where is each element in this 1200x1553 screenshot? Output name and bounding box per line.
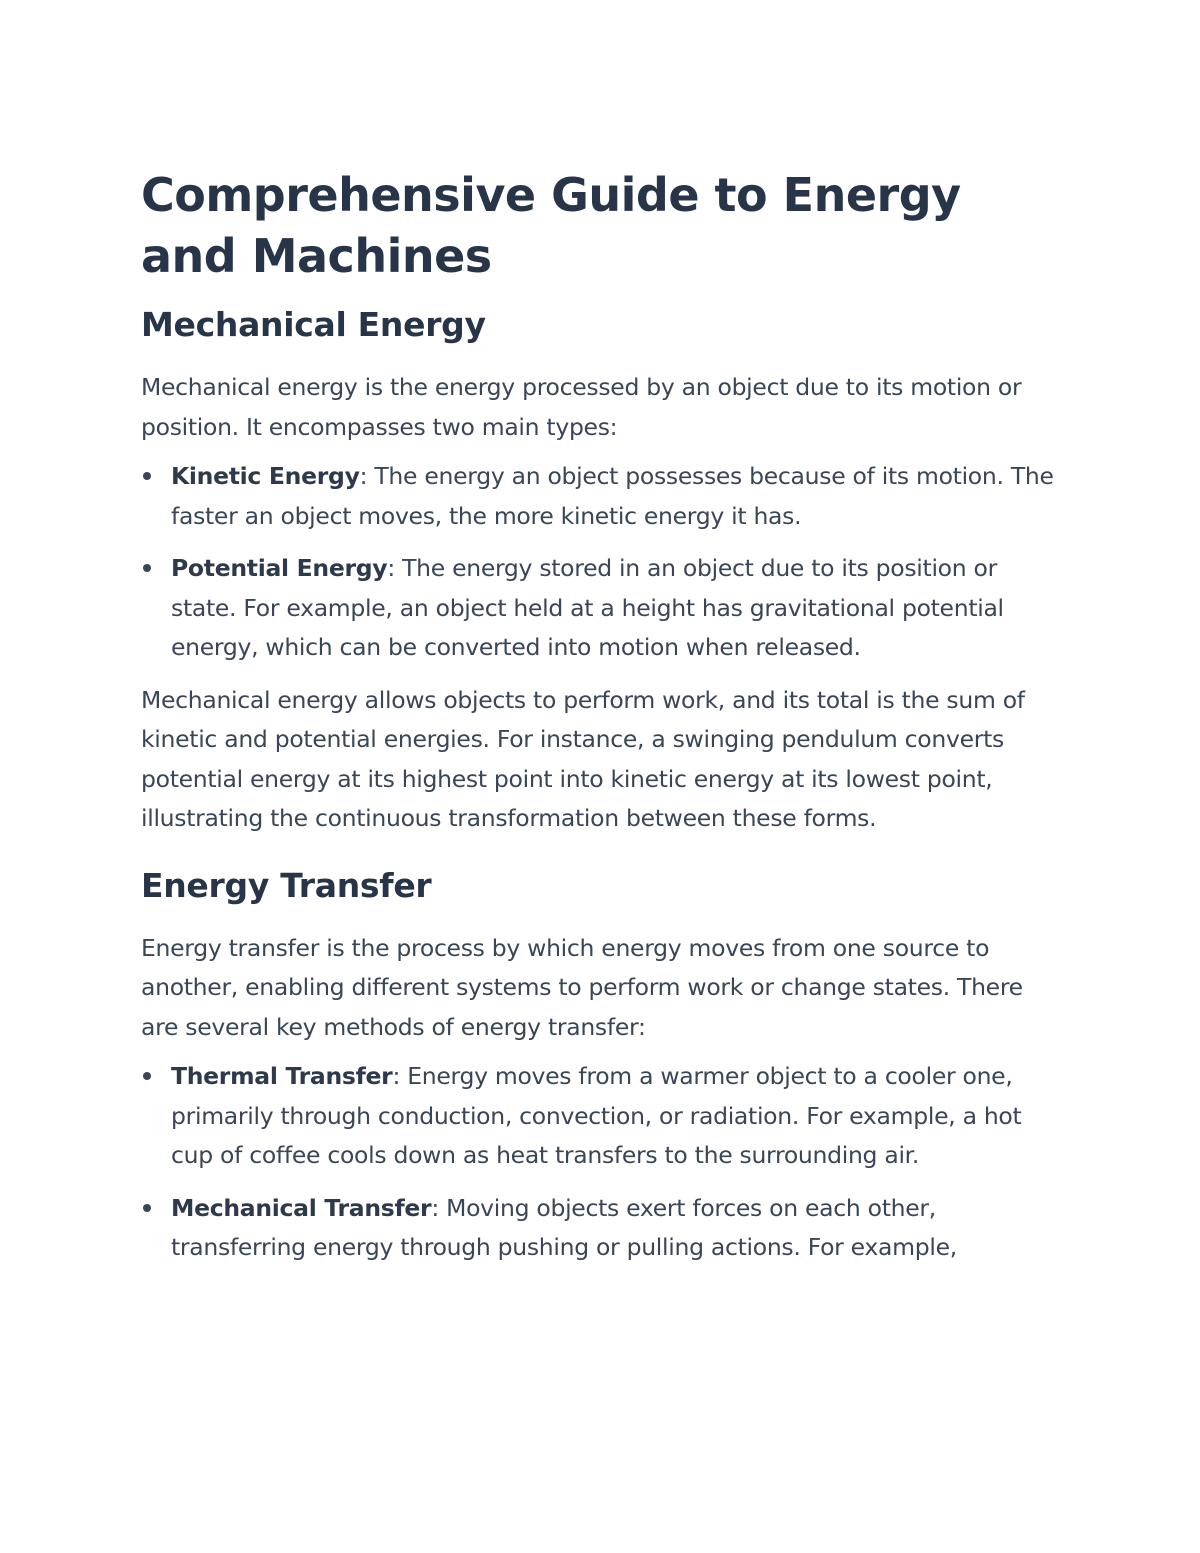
energy-transfer-intro: Energy transfer is the process by which energy moves from one source to another, enabling different systems to perform work or change states. There are several key methods of energy transfer: [141,933,1023,1041]
term-potential-energy: Potential Energy [171,554,388,582]
term-thermal-transfer: Thermal Transfer [171,1062,393,1090]
section-heading-energy-transfer: Energy Transfer [141,865,432,905]
section-heading-mechanical-energy: Mechanical Energy [141,305,486,344]
mechanical-energy-outro: Mechanical energy allows objects to perform work, and its total is the sum of kinetic and potential energies. For instance, a swinging pendulum converts potential energy at its highest point into kinetic energy at its lowest point, illustrating the continuous transformation between these forms. [141,685,1025,832]
bullet-icon [143,564,151,572]
list-item-thermal-transfer [141,1057,1061,1176]
list-item-mechanical-transfer [141,1189,1061,1268]
list-item-kinetic-energy [141,457,1061,536]
term-kinetic-energy: Kinetic Energy [171,462,360,490]
mechanical-energy-intro: Mechanical energy is the energy processed by an object due to its motion or position. It encompasses two main types: [141,373,1022,441]
bullet-icon [143,1204,151,1212]
mechanical-energy-types-list [141,457,1061,668]
definition-mechanical-transfer: : Moving objects exert forces on each other, transferring energy through pushing or pulling actions. For example, [171,1193,957,1261]
list-item-potential-energy [141,549,1061,668]
document-page [141,165,1061,1281]
definition-thermal-transfer: : Energy moves from a warmer object to a cooler one, primarily through conduction, convection, or radiation. For example, a hot cup of coffee cools down as heat transfers to the surrounding air. [171,1062,1022,1169]
document-title: Comprehensive Guide to Energy and Machines [141,168,961,283]
bullet-icon [143,472,151,480]
bullet-icon [143,1072,151,1080]
definition-potential-energy: : The energy stored in an object due to its position or state. For example, an object held at a height has gravitational potential energy, which can be converted into motion when released. [171,554,1004,661]
term-mechanical-transfer: Mechanical Transfer [171,1193,432,1222]
definition-kinetic-energy: : The energy an object possesses because of its motion. The faster an object moves, the more kinetic energy it has. [171,462,1054,530]
energy-transfer-methods-list [141,1057,1061,1268]
